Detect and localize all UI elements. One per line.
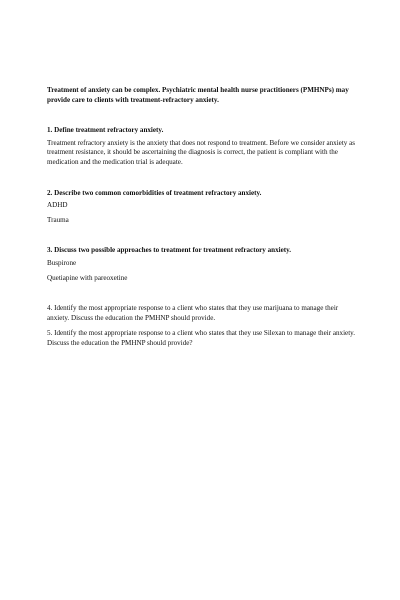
question-2-heading: 2. Describe two common comorbidities of treatment refractory anxiety. <box>47 188 262 197</box>
question-4: 4. Identify the most appropriate response to a client who states that they use marijuana to manage their anxiety. Discuss the education the PMHNP should provide. <box>47 304 339 322</box>
question-3-answer-2: Quetiapine with pareoxetine <box>47 273 128 282</box>
question-5: 5. Identify the most appropriate response to a client who states that they use Silexan to manage their anxiety. Discuss the education the PMHNP should provide? <box>47 329 356 347</box>
intro-paragraph: Treatment of anxiety can be complex. Psychiatric mental health nurse practitioners (PMHNPs) may provide care to clients with treatment-refractory anxiety. <box>47 86 349 104</box>
question-3-heading: 3. Discuss two possible approaches to treatment for treatment refractory anxiety. <box>47 246 292 255</box>
question-1-answer: Treatment refractory anxiety is the anxiety that does not respond to treatment. Before we consider anxiety as treatment resistance, it should be ascertaining the diagnosis is correct, the patient is compliant with the medication and the medication trial is adequate. <box>47 138 356 166</box>
question-2-answer-2: Trauma <box>47 215 69 224</box>
question-2-answer-1: ADHD <box>47 201 68 210</box>
question-3-answer-1: Buspirone <box>47 258 77 267</box>
question-1-heading: 1. Define treatment refractory anxiety. <box>47 126 164 135</box>
document-body <box>47 86 357 349</box>
